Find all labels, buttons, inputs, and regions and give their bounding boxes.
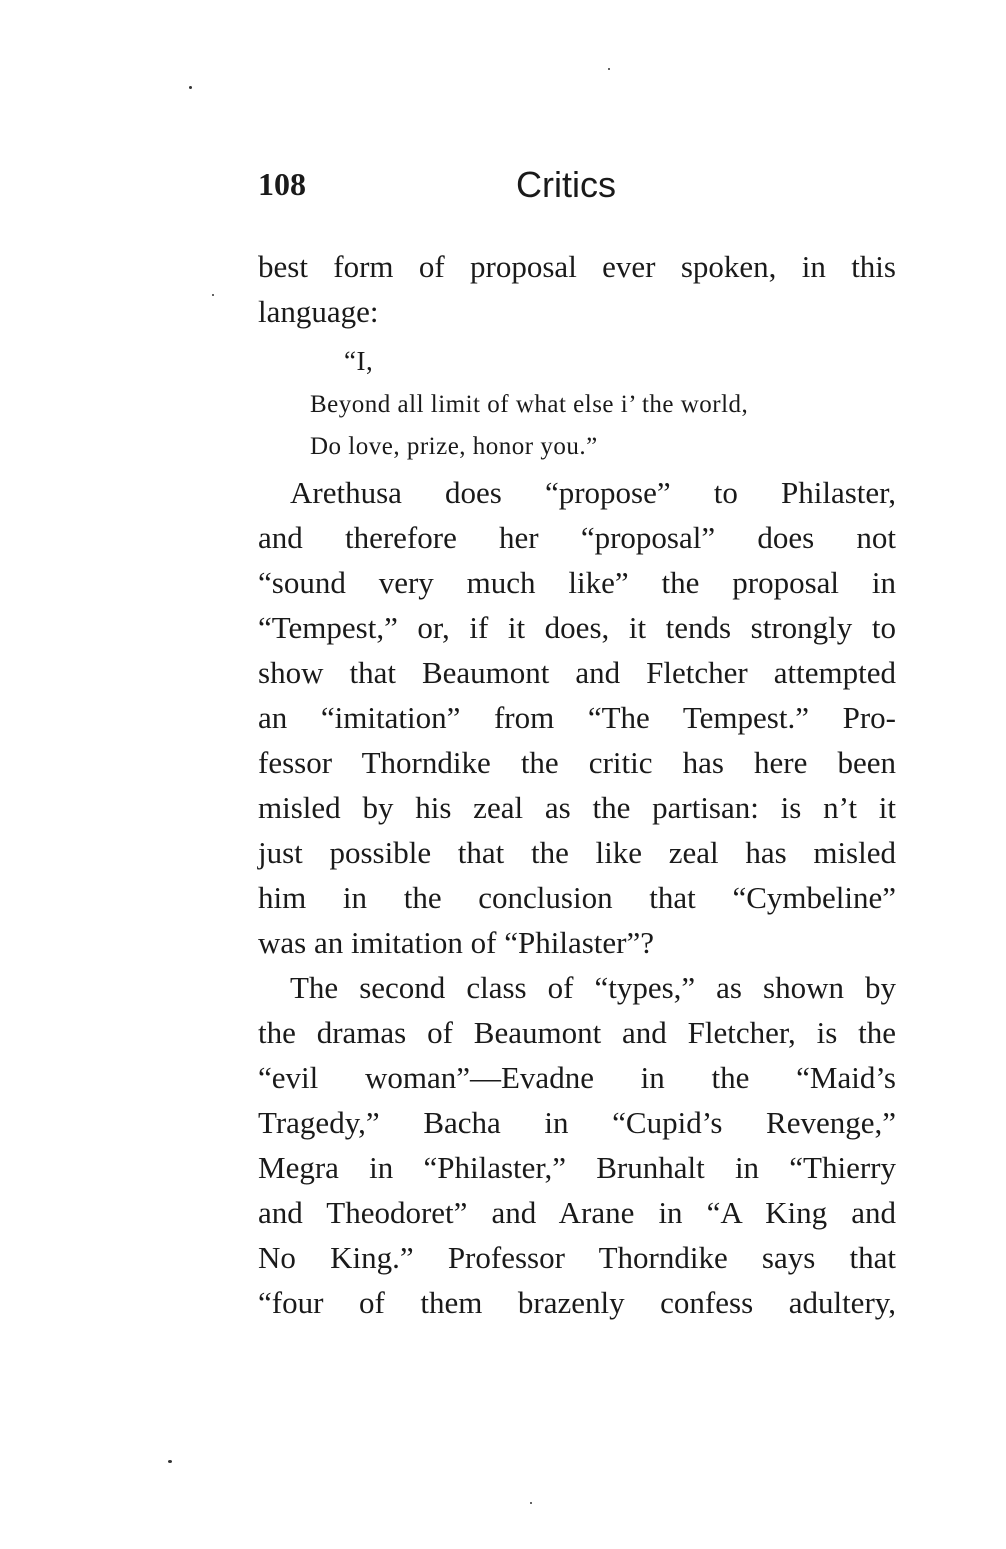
text-line: Megra in “Philaster,” Brunhalt in “Thierry	[258, 1150, 896, 1185]
text-line: Arethusa does “propose” to Philaster,	[290, 475, 896, 510]
text-line: “four of them brazenly confess adultery,	[258, 1285, 896, 1320]
scan-speck	[189, 86, 192, 89]
verse-line: Beyond all limit of what else i’ the world,	[310, 391, 749, 418]
text-line: No King.” Professor Thorndike says that	[258, 1240, 896, 1275]
scan-speck	[168, 1460, 172, 1463]
text-line: misled by his zeal as the partisan: is n’t it	[258, 790, 896, 825]
paragraph	[258, 470, 896, 965]
verse-line: “I,	[344, 346, 374, 376]
text-line: The second class of “types,” as shown by	[290, 970, 896, 1005]
body-text	[258, 244, 896, 1325]
verse-line: Do love, prize, honor you.”	[310, 433, 598, 460]
scan-speck	[530, 1502, 532, 1504]
text-line: and Theodoret” and Arane in “A King and	[258, 1195, 896, 1230]
text-line: Tragedy,” Bacha in “Cupid’s Revenge,”	[258, 1105, 896, 1140]
text-line: him in the conclusion that “Cymbeline”	[258, 880, 896, 915]
text-line: “Tempest,” or, if it does, it tends strongly to	[258, 610, 896, 645]
paragraph	[258, 965, 896, 1325]
text-line: fessor Thorndike the critic has here been	[258, 745, 896, 780]
scan-speck	[608, 68, 610, 70]
page-header	[258, 166, 898, 216]
text-line: just possible that the like zeal has misled	[258, 835, 896, 870]
verse-quotation	[258, 338, 896, 468]
scan-speck	[212, 294, 214, 296]
text-line: and therefore her “proposal” does not	[258, 520, 896, 555]
text-line: an “imitation” from “The Tempest.” Pro-	[258, 700, 896, 735]
text-line: best form of proposal ever spoken, in this	[258, 249, 896, 284]
text-line: the dramas of Beaumont and Fletcher, is the	[258, 1015, 896, 1050]
text-line: language:	[258, 294, 379, 329]
text-line: “evil woman”—Evadne in the “Maid’s	[258, 1060, 896, 1095]
page-number: 108	[258, 166, 306, 202]
text-line: was an imitation of “Philaster”?	[258, 925, 654, 960]
running-title: Critics	[516, 164, 616, 205]
text-line: “sound very much like” the proposal in	[258, 565, 896, 600]
text-line: show that Beaumont and Fletcher attempted	[258, 655, 896, 690]
